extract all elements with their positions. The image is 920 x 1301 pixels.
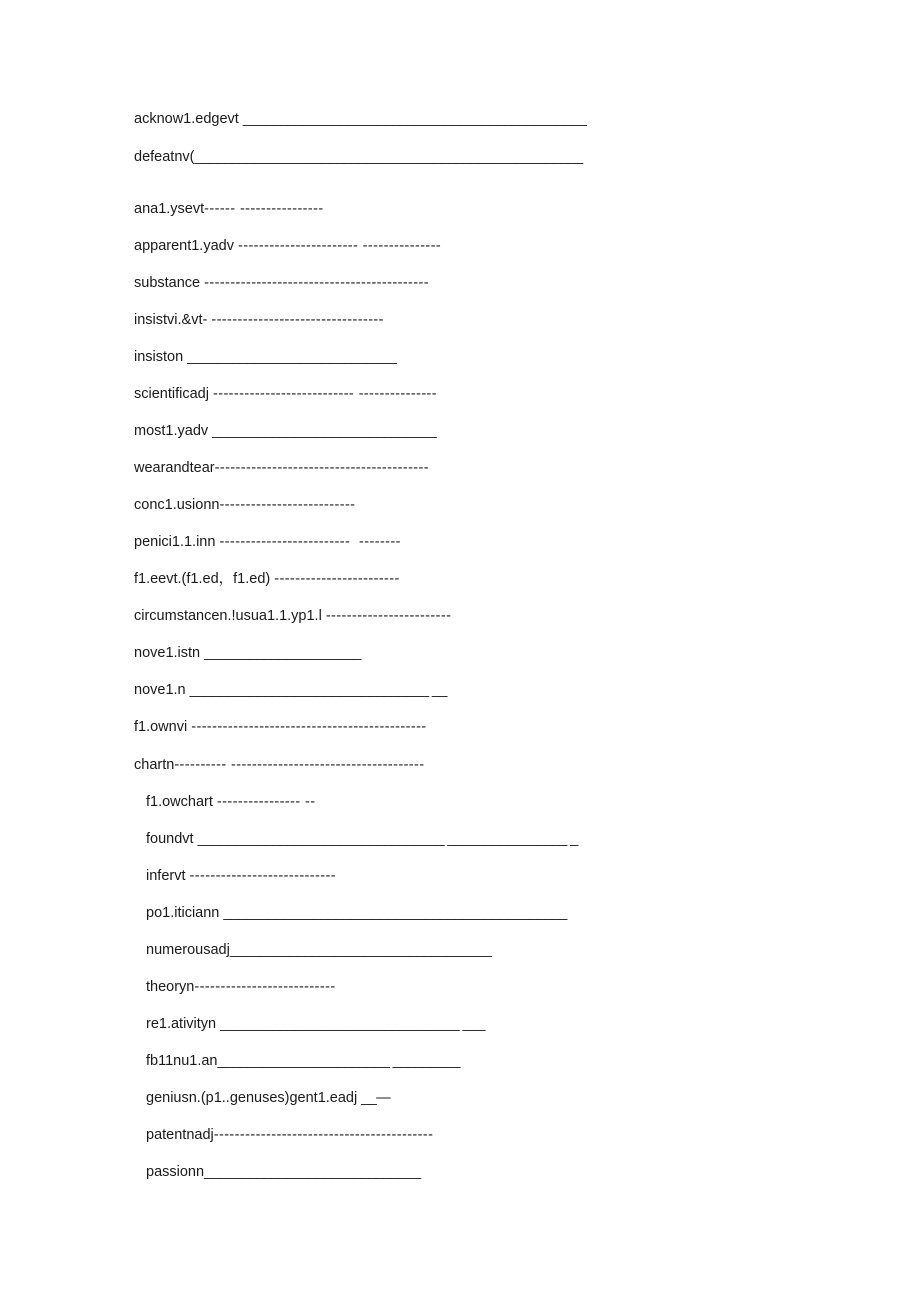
vocab-word: conc1.usionn — [134, 497, 220, 513]
answer-dashed-line: ---------------- -- — [216, 794, 316, 810]
answer-dashed-line: --------------------------- — [194, 979, 336, 995]
answer-blank-line: ___________________________________ — [229, 942, 492, 958]
answer-blank-line: _________________________________ ________________ _ — [197, 831, 578, 847]
vocab-entry — [146, 1124, 433, 1146]
vocab-word: defeatnv( — [134, 149, 195, 165]
answer-dashed-line: ------------------------------------------ — [213, 1127, 434, 1143]
vocab-entry — [134, 198, 324, 220]
vocab-entry — [146, 1161, 421, 1183]
vocab-word: apparent1.yadv — [134, 238, 238, 254]
answer-dashed-line: ---------------------------- — [189, 868, 336, 884]
vocab-word: infervt — [146, 868, 190, 884]
answer-dashed-line: ----------------------- --------------- — [238, 238, 442, 254]
vocab-word: chartn — [134, 757, 175, 773]
answer-blank-line: _____________________ — [204, 645, 361, 661]
vocab-word: geniusn.(p1..genuses)gent1.eadj — [146, 1090, 362, 1106]
answer-blank-line: ______________________________________________ — [242, 111, 587, 127]
vocab-entry — [134, 531, 401, 553]
vocab-entry — [134, 108, 587, 130]
vocab-entry — [146, 865, 336, 887]
answer-blank-line: ____________________________________________________ — [194, 149, 583, 165]
vocab-entry — [134, 642, 361, 664]
vocab-entry — [134, 568, 400, 590]
answer-dashed-line: ------------------------ — [274, 571, 400, 587]
vocab-entry — [146, 1013, 485, 1035]
vocab-word: re1.ativityn — [146, 1016, 221, 1032]
vocab-word: foundvt — [146, 831, 198, 847]
answer-blank-line: ______________________________ — [212, 423, 437, 439]
answer-dashed-line: --------------------------------------------- — [191, 719, 427, 735]
vocab-word: acknow1.edgevt — [134, 111, 243, 127]
vocab-word: nove1.n — [134, 682, 190, 698]
vocab-entry — [134, 457, 429, 479]
vocab-entry — [134, 309, 384, 331]
vocab-entry — [134, 420, 437, 442]
vocab-word: wearandtear — [134, 460, 215, 476]
answer-dashed-line: ----------------------------------------- — [214, 460, 429, 476]
vocab-entry — [134, 383, 437, 405]
vocab-word: f1.owchart — [146, 794, 217, 810]
vocab-word: f1.eevt.(f1.ed，f1.ed) — [134, 571, 275, 587]
vocab-entry — [146, 1087, 390, 1109]
vocab-entry — [134, 272, 429, 294]
answer-blank-line: _______________________ _________ — [217, 1053, 460, 1069]
vocab-entry — [146, 791, 315, 813]
vocab-word: insiston — [134, 349, 188, 365]
vocab-word: most1.yadv — [134, 423, 213, 439]
vocab-entry — [134, 716, 427, 738]
vocab-entry — [134, 346, 397, 368]
answer-blank-line: _____________________________ — [204, 1164, 421, 1180]
vocab-word: fb11nu1.an — [146, 1053, 218, 1069]
answer-dashed-line: ---------- ------------------------------------- — [174, 757, 425, 773]
answer-dashed-line: --------------------------------- — [211, 312, 384, 328]
answer-dashed-line: -------------------------- — [219, 497, 356, 513]
vocab-word: ana1.ysevt — [134, 201, 205, 217]
answer-dashed-line: ------------------------------------------- — [204, 275, 429, 291]
answer-dashed-line: ------------------------ — [325, 608, 452, 624]
vocab-entry — [146, 828, 578, 850]
vocab-word: circumstancen.!usua1.1.yp1.l — [134, 608, 326, 624]
answer-dashed-line: --------------------------- --------------- — [212, 386, 438, 402]
vocab-entry — [146, 902, 567, 924]
vocab-word: penici1.1.inn — [134, 534, 220, 550]
answer-blank-line: __— — [361, 1090, 391, 1106]
vocab-entry — [134, 494, 355, 516]
answer-blank-line: ________________________________ __ — [189, 682, 447, 698]
answer-blank-line: ______________________________________________ — [223, 905, 567, 921]
vocab-entry — [134, 235, 441, 257]
vocab-word: patentnadj — [146, 1127, 214, 1143]
vocab-word: scientificadj — [134, 386, 213, 402]
vocab-word: nove1.istn — [134, 645, 205, 661]
vocab-word: numerousadj — [146, 942, 230, 958]
vocab-word: passionn — [146, 1164, 205, 1180]
answer-dashed-line: ------------------------- -------- — [219, 534, 401, 550]
vocab-word: insistvi.&vt- — [134, 312, 212, 328]
vocab-word: po1.iticiann — [146, 905, 224, 921]
answer-blank-line: ____________________________ — [187, 349, 397, 365]
vocab-word: substance — [134, 275, 205, 291]
vocab-entry — [146, 1050, 460, 1072]
vocab-entry — [146, 939, 492, 961]
vocab-entry — [134, 754, 425, 776]
vocab-entry — [146, 976, 336, 998]
vocab-entry — [134, 146, 583, 168]
vocab-entry — [134, 679, 447, 701]
vocab-word: f1.ownvi — [134, 719, 192, 735]
vocab-entry — [134, 605, 451, 627]
answer-blank-line: ________________________________ ___ — [220, 1016, 485, 1032]
vocab-word: theoryn — [146, 979, 195, 995]
answer-dashed-line: ------ ---------------- — [204, 201, 324, 217]
